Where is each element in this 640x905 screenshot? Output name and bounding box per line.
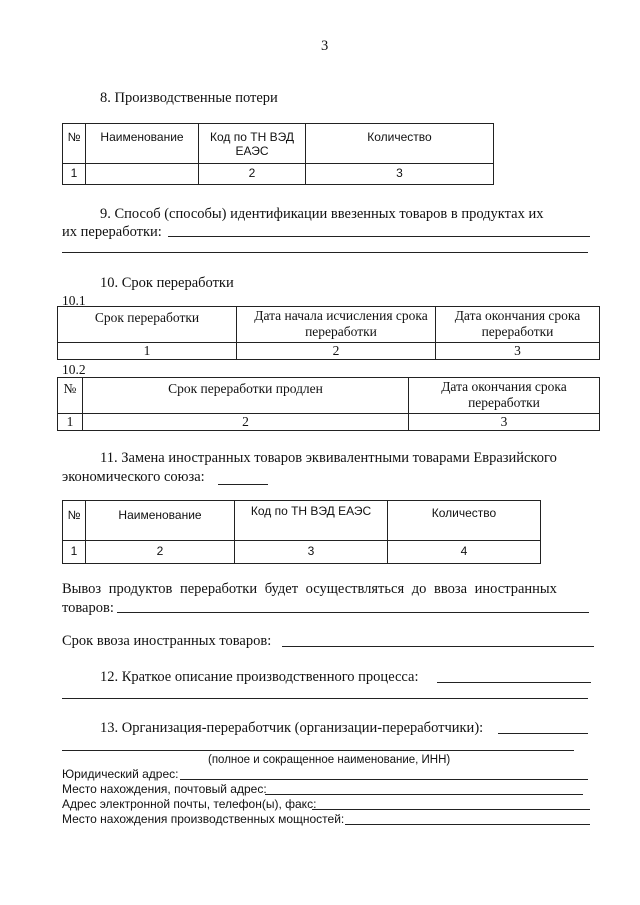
- table-cell: 3: [409, 414, 600, 431]
- page-number: 3: [321, 38, 329, 54]
- table-cell: 1: [58, 414, 83, 431]
- header-cell: Дата окончания срока переработки: [436, 307, 600, 343]
- table-cell: [86, 164, 199, 185]
- table-cell: 3: [436, 343, 600, 360]
- identification-field-line2[interactable]: [62, 252, 588, 253]
- extension-table: [57, 377, 600, 431]
- production-facilities-field[interactable]: [345, 824, 590, 825]
- processing-period-table: [57, 306, 600, 360]
- section-9-line1: 9. Способ (способы) идентификации ввезенных товаров в продуктах их: [100, 206, 544, 222]
- production-losses-table: [62, 123, 494, 185]
- export-line2: товаров:: [62, 600, 114, 616]
- header-cell: Дата окончания срока переработки: [409, 378, 600, 414]
- table-cell: 2: [83, 414, 409, 431]
- postal-address-field[interactable]: [265, 794, 583, 795]
- section-8-title: 8. Производственные потери: [100, 90, 278, 106]
- contacts-field[interactable]: [312, 809, 590, 810]
- section-11-line1: 11. Замена иностранных товаров эквивалентными товарами Евразийского: [100, 450, 557, 466]
- legal-address-label: Юридический адрес:: [62, 767, 179, 781]
- header-cell: Код по ТН ВЭД ЕАЭС: [199, 124, 306, 164]
- legal-address-field[interactable]: [180, 779, 588, 780]
- identification-field[interactable]: [168, 236, 590, 237]
- table-cell: 2: [86, 541, 235, 564]
- table-cell: 4: [388, 541, 541, 564]
- processor-name-field[interactable]: [62, 750, 574, 751]
- section-10-title: 10. Срок переработки: [100, 275, 234, 291]
- table-cell: 1: [58, 343, 237, 360]
- equivalent-goods-table: [62, 500, 541, 564]
- header-cell: Наименование: [86, 501, 235, 541]
- header-cell: Дата начала исчисления срока переработки: [237, 307, 436, 343]
- section-11-line2: экономического союза:: [62, 469, 205, 485]
- header-cell: Срок переработки: [58, 307, 237, 343]
- processor-organization-field[interactable]: [498, 733, 588, 734]
- contacts-label: Адрес электронной почты, телефон(ы), факс:: [62, 797, 317, 811]
- table-cell: 1: [63, 541, 86, 564]
- header-cell: Наименование: [86, 124, 199, 164]
- table-cell: 2: [237, 343, 436, 360]
- section-10-2-label: 10.2: [62, 362, 86, 377]
- name-field-caption: (полное и сокращенное наименование, ИНН): [208, 754, 451, 766]
- header-cell: №: [63, 501, 86, 541]
- table-cell: 2: [199, 164, 306, 185]
- section-13-title: 13. Организация-переработчик (организации-переработчики):: [100, 720, 484, 736]
- header-cell: №: [63, 124, 86, 164]
- header-cell: Срок переработки продлен: [83, 378, 409, 414]
- header-cell: Количество: [388, 501, 541, 541]
- process-description-field-line2[interactable]: [62, 698, 588, 699]
- table-cell: 3: [235, 541, 388, 564]
- import-deadline-label: Срок ввоза иностранных товаров:: [62, 633, 272, 649]
- section-10-1-label: 10.1: [62, 293, 86, 308]
- table-cell: 3: [306, 164, 494, 185]
- postal-address-label: Место нахождения, почтовый адрес:: [62, 782, 267, 796]
- export-line1: Вывоз продуктов переработки будет осуществляться до ввоза иностранных: [62, 581, 557, 597]
- header-cell: Количество: [306, 124, 494, 164]
- table-cell: 1: [63, 164, 86, 185]
- process-description-field[interactable]: [437, 682, 591, 683]
- section-9-line2: их переработки:: [62, 224, 162, 240]
- header-cell: №: [58, 378, 83, 414]
- equivalent-goods-field[interactable]: [218, 484, 268, 485]
- header-cell: Код по ТН ВЭД ЕАЭС: [235, 501, 388, 541]
- section-12-title: 12. Краткое описание производственного процесса:: [100, 669, 419, 685]
- export-field[interactable]: [117, 612, 589, 613]
- import-deadline-field[interactable]: [282, 646, 594, 647]
- production-facilities-label: Место нахождения производственных мощностей:: [62, 812, 345, 826]
